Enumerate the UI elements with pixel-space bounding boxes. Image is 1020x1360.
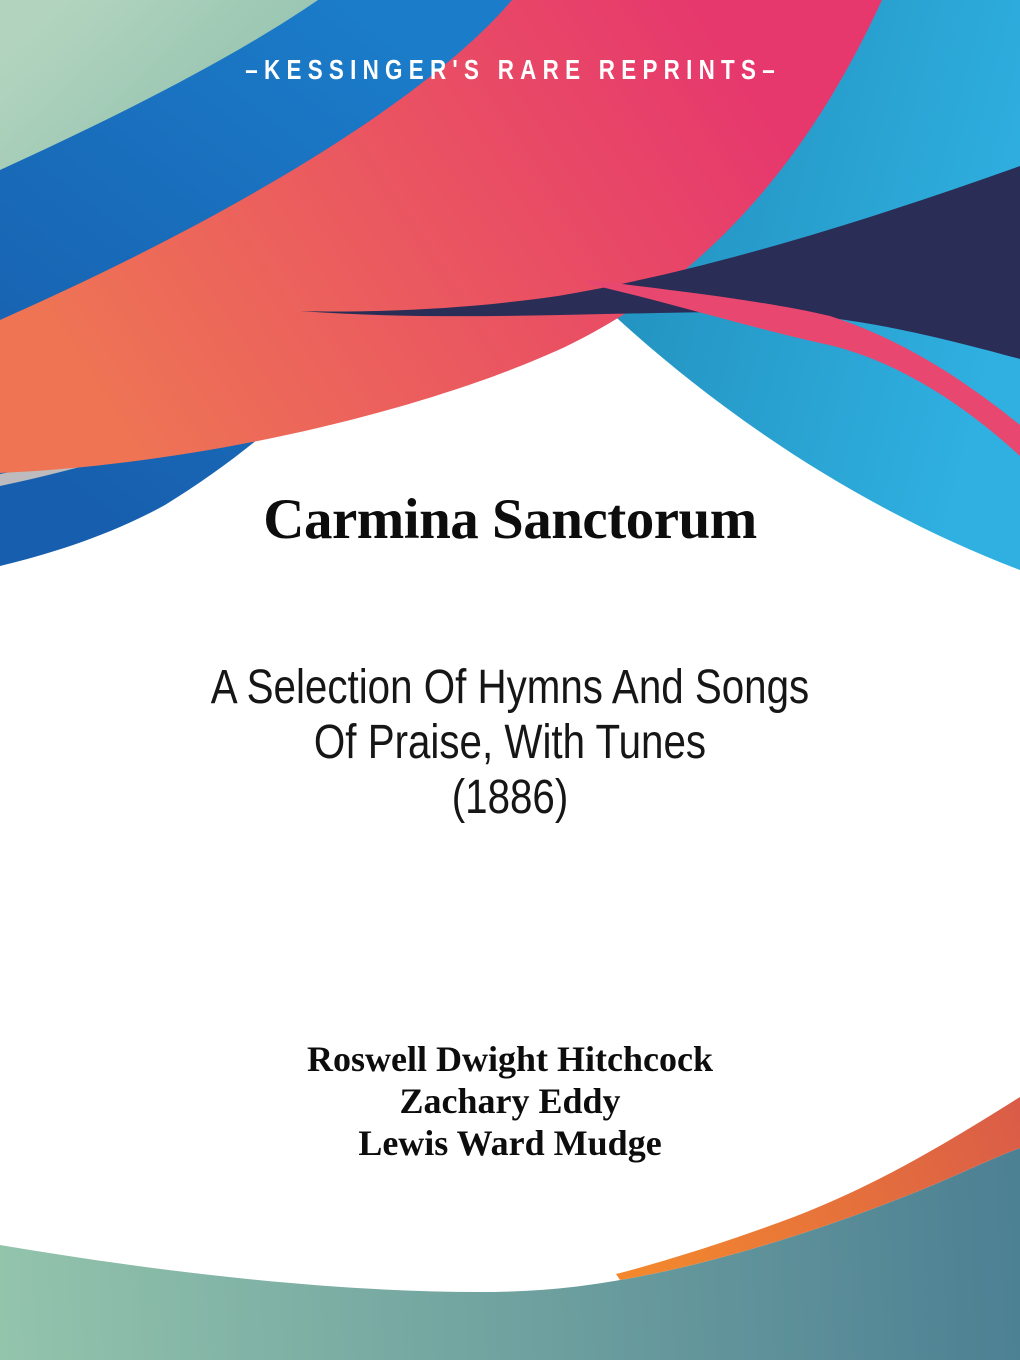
subtitle-line-2: Of Praise, With Tunes [313,716,707,769]
book-subtitle [82,660,939,825]
author-name-3: Lewis Ward Mudge [358,1123,662,1163]
publisher-banner: –KESSINGER'S RARE REPRINTS– [245,54,781,85]
teal-bottom-swoosh [0,1148,1020,1360]
book-title: Carmina Sanctorum [263,488,757,551]
author-name-2: Zachary Eddy [399,1081,621,1121]
author-name-1: Roswell Dwight Hitchcock [307,1039,713,1079]
subtitle-line-3: (1886) [451,771,569,824]
subtitle-line-1: A Selection Of Hymns And Songs [210,661,810,714]
author-list [0,1038,1020,1164]
